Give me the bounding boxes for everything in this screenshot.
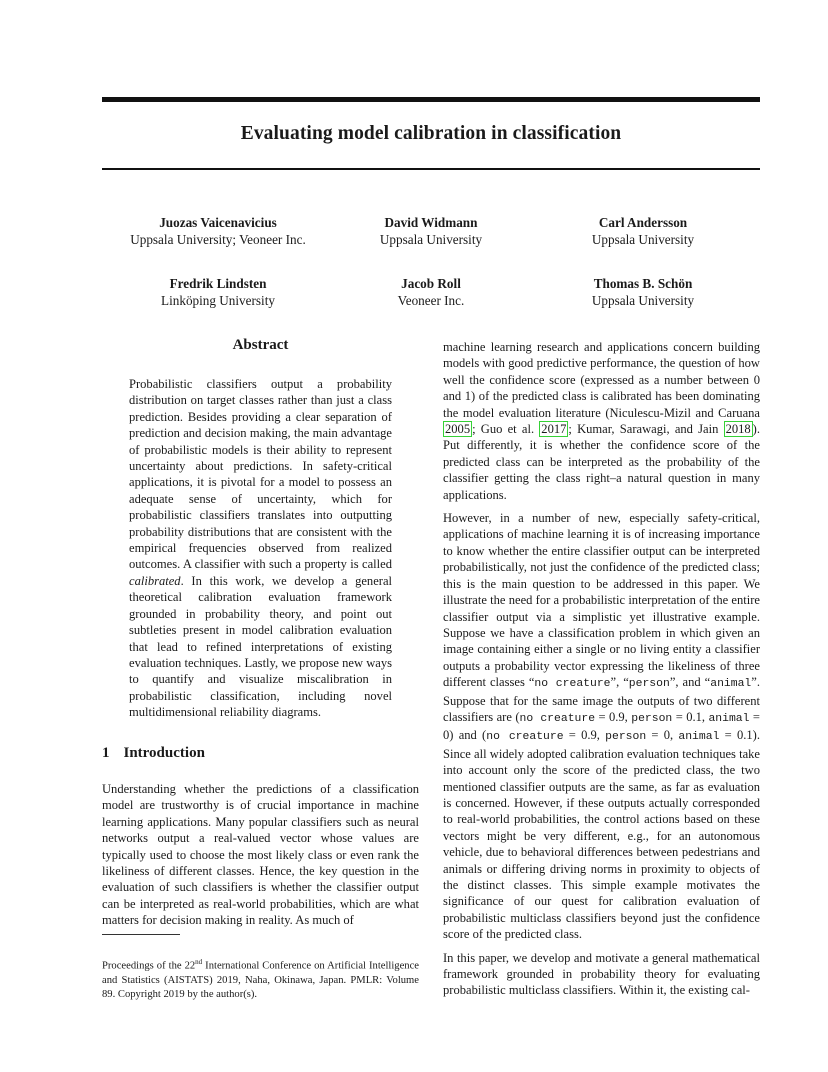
author-block — [311, 214, 551, 248]
citation-link[interactable]: 2018 — [725, 422, 751, 437]
abstract-text: . In this work, we develop a general theoretical calibration evaluation framework grounded in probability theory, and point out subtleties present in model calibration evaluation that lead to refined interpretations of existing evaluation techniques. Lastly, we propose new ways to quantify and visualize miscalibration in probabilistic classification, including novel multidimensional reliability diagrams. — [129, 573, 392, 720]
author-affiliation: Uppsala University — [591, 293, 695, 308]
body-text: = 0.9, — [563, 728, 606, 743]
author-affiliation: Linköping University — [161, 293, 275, 308]
class-label: no creature — [519, 712, 596, 725]
abstract-heading: Abstract — [232, 337, 289, 353]
author-affiliation: Uppsala University — [379, 232, 483, 247]
body-text: = 0, — [646, 728, 679, 743]
author-name: David Widmann — [384, 215, 478, 230]
footnote-rule — [102, 934, 180, 935]
footnote-text: International Conference on Artificial Intelligence and Statistics (AISTATS) 2019, Naha, Okinawa, Japan. PMLR: Volume 89. Copyright 2019 by the author(s). — [102, 960, 419, 1000]
abstract-text: Probabilistic classifiers output a probability distribution on target classes rather than just a class prediction. Besides providing a clear separation of prediction and decision making, the main advantage of probabilistic models is their ability to represent uncertainty about predictions. In safety-critical applications, it is pivotal for a model to possess an adequate sense of uncertainty, which for probabilistic classifiers translates into outputting probability distributions that are consistent with the empirical frequencies observed from realized outcomes. A classifier with such a property is called — [129, 377, 392, 572]
section-heading — [102, 745, 205, 762]
class-label: animal — [710, 678, 752, 691]
author-block — [311, 275, 551, 309]
footnote-superscript: nd — [195, 958, 203, 966]
right-column — [443, 339, 760, 999]
class-label: no creature — [534, 678, 611, 691]
intro-body — [102, 781, 419, 929]
abstract-italic-term: calibrated — [129, 573, 181, 588]
citation-link[interactable]: 2017 — [541, 422, 567, 437]
author-name: Fredrik Lindsten — [169, 276, 267, 291]
author-affiliation: Uppsala University; Veoneer Inc. — [130, 232, 306, 247]
body-text: machine learning research and applications concern building models with good predictive performance, the question of how well the confidence score (expressed as a number between 0 and 1) of the predicted class is calibrated has been dominating the model evaluation literature (Niculescu-Mizil and Caruana — [443, 340, 760, 420]
footnote — [102, 955, 419, 1002]
author-block — [523, 214, 763, 248]
body-text: ”. Suppose that for the same image the outputs of two different classifiers are ( — [443, 675, 760, 724]
body-text: ”, “ — [610, 675, 629, 690]
author-block — [523, 275, 763, 309]
intro-paragraph: Understanding whether the predictions of a classification model are trustworthy is of crucial importance in machine learning applications. Many popular classifiers such as neural networks output a real-valued vector whose values are typically used to choose the most likely class or even rank the likeliness of different classes. Hence, the key question in the evaluation of such classifiers is whether the classifier output can be interpreted as real-world probabilities, which are what matters for decision making in reality. As much of — [102, 782, 419, 928]
author-name: Thomas B. Schön — [593, 276, 693, 291]
abstract-paragraph — [129, 376, 392, 721]
class-label: animal — [678, 731, 720, 744]
section-number: 1 — [102, 745, 110, 761]
author-affiliation: Uppsala University — [591, 232, 695, 247]
class-label: no creature — [486, 731, 564, 744]
author-name: Juozas Vaicenavicius — [159, 215, 277, 230]
body-text: ; Kumar, Sarawagi, and Jain — [568, 422, 724, 437]
body-text: = 0.1, — [672, 709, 709, 724]
body-text: = 0.9, — [595, 709, 632, 724]
body-paragraph: In this paper, we develop and motivate a general mathematical framework grounded in probability theory for evaluating probabilistic multiclass classifiers. Within it, the existing cal- — [443, 950, 760, 998]
class-label: animal — [708, 712, 750, 725]
section-title: Introduction — [123, 745, 205, 761]
author-name: Carl Andersson — [598, 215, 688, 230]
body-paragraph — [443, 339, 760, 503]
citation-link[interactable]: 2005 — [445, 422, 471, 437]
author-block — [98, 214, 338, 248]
paper-title: Evaluating model calibration in classification — [240, 123, 622, 144]
author-block — [98, 275, 338, 309]
title-top-rule — [102, 97, 760, 102]
body-text: ”, and “ — [669, 675, 711, 690]
body-text: = 0) and ( — [443, 709, 760, 743]
body-text: = 0.1). Since all widely adopted calibration evaluation techniques take into account only the score of the predicted class, the two mentioned classifier outputs are the same, as far as evaluation is concerned. However, if these outputs actually corresponded to real-world probabilities, the control actions based on these vectors might be very different, e.g., for an autonomous vehicle, due to behavioral differences between pedestrians and animals or differing driving norms in proximity to objects of the distinct classes. This simple example motivates the significance of our quest for calibration evaluation of probabilistic multiclass classifiers beyond just the confidence score of the predicted class. — [443, 728, 760, 942]
body-text: ). Put differently, it is whether the confidence score of the predicted class can be interpreted as the probability of the classifier getting the class right–a natural question in many applications. — [443, 422, 760, 502]
author-affiliation: Veoneer Inc. — [397, 293, 465, 308]
class-label: person — [605, 731, 647, 744]
title-bottom-rule — [102, 168, 760, 170]
author-name: Jacob Roll — [401, 276, 461, 291]
body-paragraph — [443, 510, 760, 943]
abstract-body — [129, 376, 392, 721]
footnote-text: Proceedings of the 22 — [102, 960, 196, 972]
body-text: ; Guo et al. — [472, 422, 540, 437]
class-label: person — [631, 712, 673, 725]
class-label: person — [628, 678, 670, 691]
body-text: However, in a number of new, especially safety-critical, applications of machine learning it is of increasing importance to know whether the entire classifier output can be interpreted probabilistically, not just the confidence of the predicted class; this is the main question to be addressed in this paper. We illustrate the need for a probabilistic interpretation of the entire classifier output via a simplistic yet illustrative example. Suppose we have a classification problem in which given an image containing either a single or no living entity a classifier outputs a probability vector expressing the likeliness of three different classes “ — [443, 511, 760, 690]
